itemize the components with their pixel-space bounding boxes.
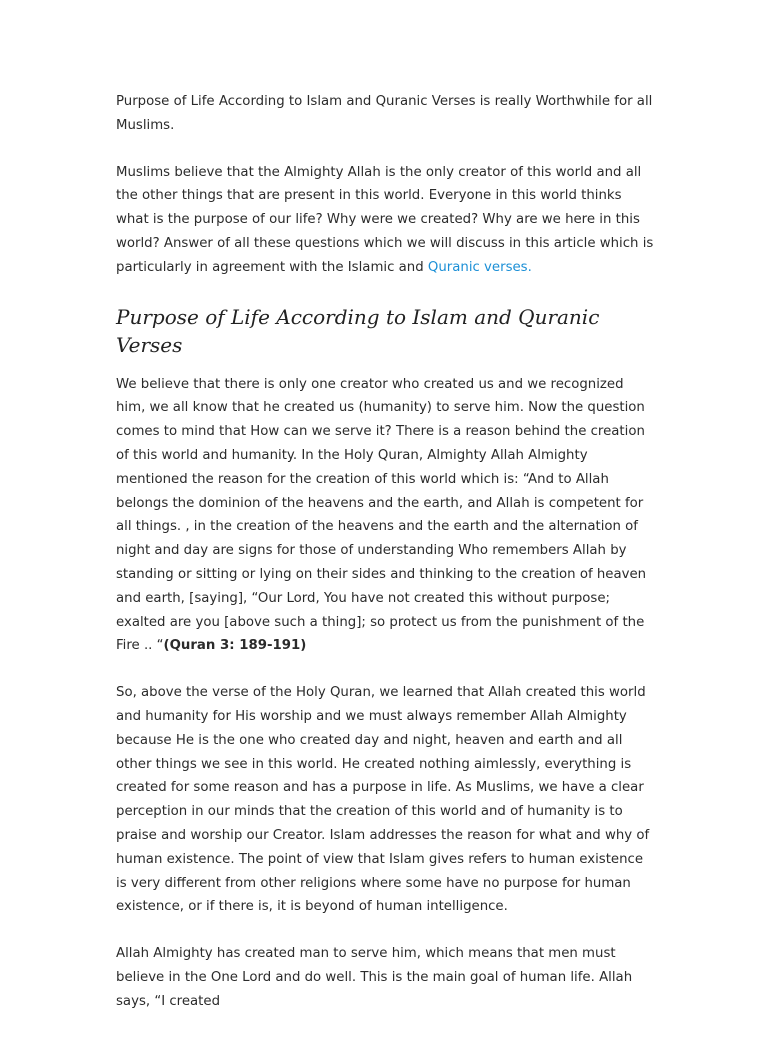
quranic-verses-link[interactable]: Quranic verses.	[427, 259, 532, 275]
paragraph-purpose: Allah Almighty has created man to serve him, which means that men must believe in the One Lord and do well. This is the main goal of human life. Allah says, “I created	[116, 946, 633, 1009]
paragraph-creator	[116, 161, 656, 280]
paragraph-worship: So, above the verse of the Holy Quran, we learned that Allah created this world and humanity for His worship and we must always remember Allah Almighty because He is the one who created day and night, heaven and earth and all other things we see in this world. He created nothing aimlessly, everything is created for some reason and has a purpose in life. As Muslims, we have a clear perception in our minds that the creation of this world and of humanity is to praise and worship our Creator. Islam addresses the reason for what and why of human existence. The point of view that Islam gives refers to human existence is very different from other religions where some have no purpose for human existence, or if there is, it is beyond of human intelligence.	[116, 685, 650, 915]
paragraph-verse	[116, 373, 656, 659]
intro-paragraph: Purpose of Life According to Islam and Quranic Verses is really Worthwhile for all Muslims.	[116, 94, 653, 133]
paragraph-verse-text: We believe that there is only one creator who created us and we recognized him, we all know that he created us (humanity) to serve him. Now the question comes to mind that How can we serve it? There is a reason behind the creation of this world and humanity. In the Holy Quran, Almighty Allah Almighty mentioned the reason for the creation of this world which is: “And to Allah belongs the dominion of the heavens and the earth, and Allah is competent for all things. , in the creation of the heavens and the earth and the alternation of night and day are signs for those of understanding Who remembers Allah by standing or sitting or lying on their sides and thinking to the creation of heaven and earth, [saying], “Our Lord, You have not created this without purpose; exalted are you [above such a thing]; so protect us from the punishment of the Fire .. “	[116, 376, 647, 654]
article	[116, 90, 656, 1037]
section-heading: Purpose of Life According to Islam and Quranic Verses	[116, 304, 600, 357]
paragraph-creator-text: Muslims believe that the Almighty Allah is the only creator of this world and all the other things that are present in this world. Everyone in this world thinks what is the purpose of our life? Why were we created? Why are we here in this world? Answer of all these questions which we will discuss in this article which is particularly in agreement with the Islamic and	[116, 164, 654, 275]
quran-citation: (Quran 3: 189-191)	[163, 638, 307, 654]
